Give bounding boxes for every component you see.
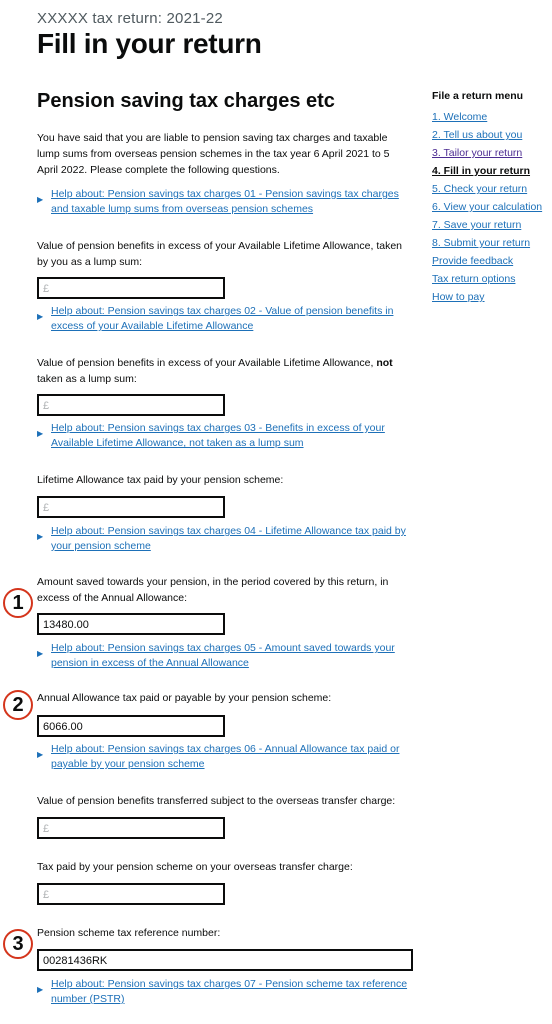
page-title: Fill in your return [37, 28, 262, 59]
help-link-text[interactable]: Help about: Pension savings tax charges 03 - Benefits in excess of your Available Lifetime Allowance, not taken as a lump sum [51, 422, 385, 449]
annotation-marker-1: 1 [3, 588, 33, 618]
menu-item-tax-return-options[interactable]: Tax return options [432, 273, 516, 285]
help-link-text[interactable]: Help about: Pension savings tax charges 02 - Value of pension benefits in excess of your Available Lifetime Allowance [51, 305, 394, 332]
help-link-text[interactable]: Help about: Pension savings tax charges 07 - Pension scheme tax reference number (PSTR) [51, 978, 408, 1005]
menu-item-how-to-pay[interactable]: How to pay [432, 291, 485, 303]
lump-sum-excess-label: Value of pension benefits in excess of your Available Lifetime Allowance, taken by you as a lump sum: [37, 240, 403, 268]
annotation-marker-3: 3 [3, 929, 33, 959]
menu-item-welcome[interactable]: 1. Welcome [432, 111, 488, 123]
lump-sum-excess-input[interactable]: £ [37, 277, 225, 299]
expand-triangle-icon: ▶ [37, 532, 44, 541]
lifetime-allowance-tax-label: Lifetime Allowance tax paid by your pension scheme: [37, 474, 284, 486]
file-return-menu [432, 90, 550, 306]
annual-allowance-excess-label: Amount saved towards your pension, in the period covered by this return, in excess of the Annual Allowance: [37, 576, 389, 604]
menu-item-check-your-return[interactable]: 5. Check your return [432, 183, 528, 195]
help-link-03[interactable] [37, 421, 417, 451]
not-lump-sum-excess-label: Value of pension benefits in excess of your Available Lifetime Allowance, not taken as a lump sum: [37, 357, 393, 385]
menu-heading: File a return menu [432, 90, 524, 102]
annual-allowance-tax-input[interactable]: 6066.00 [37, 715, 225, 737]
expand-triangle-icon: ▶ [37, 649, 44, 658]
overseas-transfer-tax-input[interactable]: £ [37, 883, 225, 905]
section-title: Pension saving tax charges etc [37, 90, 335, 112]
help-link-text[interactable]: Help about: Pension savings tax charges 06 - Annual Allowance tax paid or payable by your pension scheme [51, 743, 400, 770]
menu-item-provide-feedback[interactable]: Provide feedback [432, 255, 514, 267]
help-link-06[interactable] [37, 742, 417, 772]
lifetime-allowance-tax-input[interactable]: £ [37, 496, 225, 518]
annual-allowance-tax-label: Annual Allowance tax paid or payable by your pension scheme: [37, 692, 332, 704]
menu-item-tailor-your-return[interactable]: 3. Tailor your return [432, 147, 523, 159]
help-link-07[interactable] [37, 977, 417, 1007]
pstr-label: Pension scheme tax reference number: [37, 927, 221, 939]
pstr-input[interactable]: 00281436RK [37, 949, 413, 971]
menu-item-fill-in-your-return: 4. Fill in your return [432, 165, 531, 177]
overseas-transfer-value-input[interactable]: £ [37, 817, 225, 839]
annotation-marker-2: 2 [3, 690, 33, 720]
help-link-04[interactable] [37, 524, 417, 554]
menu-item-tell-us-about-you[interactable]: 2. Tell us about you [432, 129, 523, 141]
help-link-text[interactable]: Help about: Pension savings tax charges 01 - Pension savings tax charges and taxable lump sums from overseas pension schemes [51, 188, 399, 215]
annual-allowance-excess-input[interactable]: 13480.00 [37, 613, 225, 635]
overseas-transfer-tax-label: Tax paid by your pension scheme on your overseas transfer charge: [37, 861, 353, 873]
help-link-05[interactable] [37, 641, 417, 671]
help-link-text[interactable]: Help about: Pension savings tax charges 05 - Amount saved towards your pension in excess of the Annual Allowance [51, 642, 395, 669]
menu-item-submit-your-return[interactable]: 8. Submit your return [432, 237, 531, 249]
expand-triangle-icon: ▶ [37, 985, 44, 994]
expand-triangle-icon: ▶ [37, 750, 44, 759]
menu-item-view-your-calculation[interactable]: 6. View your calculation [432, 201, 543, 213]
not-lump-sum-excess-input[interactable]: £ [37, 394, 225, 416]
expand-triangle-icon: ▶ [37, 195, 44, 204]
expand-triangle-icon: ▶ [37, 429, 44, 438]
help-link-text[interactable]: Help about: Pension savings tax charges 04 - Lifetime Allowance tax paid by your pension scheme [51, 525, 406, 552]
help-link-01[interactable] [37, 187, 417, 217]
expand-triangle-icon: ▶ [37, 312, 44, 321]
help-link-02[interactable] [37, 304, 417, 334]
menu-item-save-your-return[interactable]: 7. Save your return [432, 219, 522, 231]
tax-return-caption: XXXXX tax return: 2021-22 [37, 10, 223, 27]
intro-text: You have said that you are liable to pension saving tax charges and taxable lump sums from overseas pension schemes in the tax year 6 April 2021 to 5 April 2022. Please complete the following questions. [37, 132, 390, 176]
overseas-transfer-value-label: Value of pension benefits transferred subject to the overseas transfer charge: [37, 795, 396, 807]
